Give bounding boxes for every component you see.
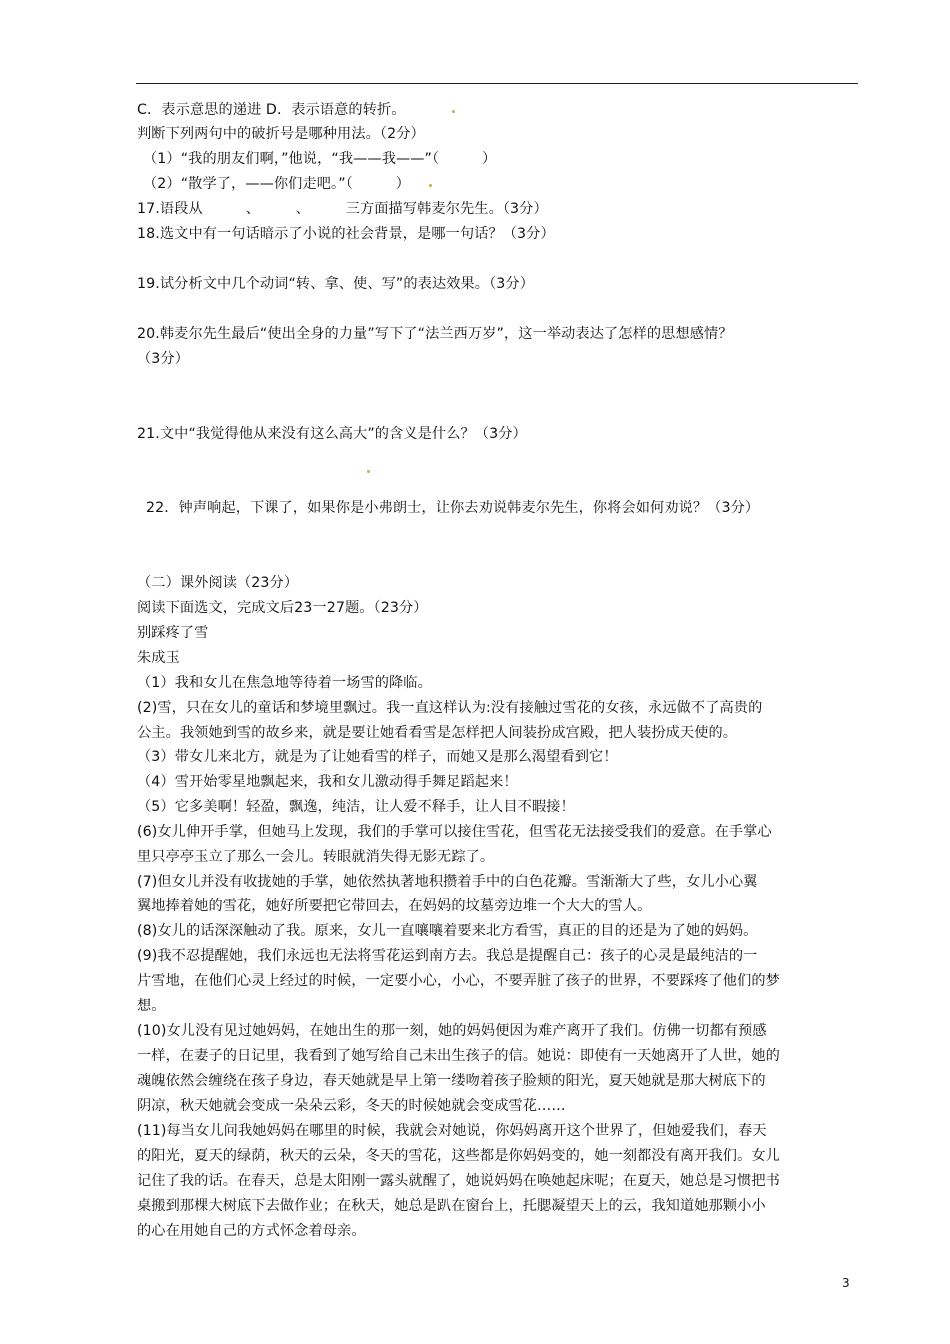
paragraph-line: (7)但女儿并没有收拢她的手掌，她依然执著地积攒着手中的白色花瓣。雪渐渐大了些，女儿小心翼	[137, 874, 758, 890]
header-rule	[136, 83, 858, 84]
paragraph-line: (9)我不忍提醒她，我们永远也无法将雪花运到南方去。我总是提醒自己：孩子的心灵是最纯洁的一	[137, 948, 758, 964]
paragraph-line: 一样，在妻子的日记里，我看到了她写给自己未出生孩子的信。她说：即使有一天她离开了人世，她的	[137, 1048, 780, 1064]
question-20: 20.韩麦尔先生最后“使出全身的力量”写下了“法兰西万岁”，这一举动表达了怎样的思想感情？	[137, 326, 733, 342]
paragraph-line: 桌搬到那棵大树底下去做作业；在秋天，她总是趴在窗台上，托腮凝望天上的云，我知道她那颗小小	[137, 1198, 766, 1214]
question-dash-usage: 判断下列两句中的破折号是哪种用法。（2分）	[137, 126, 425, 142]
paragraph-line: （1）我和女儿在焦急地等待着一场雪的降临。	[137, 675, 432, 691]
paragraph-line: (2)雪，只在女儿的童话和梦境里飘过。我一直这样认为:没有接触过雪花的女孩，永远做不了高贵的	[137, 700, 763, 716]
paragraph-line: (8)女儿的话深深触动了我。原来，女儿一直嚷嚷着要来北方看雪，真正的目的还是为了她的妈妈。	[137, 923, 758, 939]
reading-instruction: 阅读下面选文，完成文后23一27题。（23分）	[137, 600, 428, 616]
question-20-score: （3分）	[137, 351, 189, 367]
scan-speck	[429, 184, 432, 187]
paragraph-line: 魂魄依然会缠绕在孩子身边，春天她就是早上第一缕吻着孩子脸颊的阳光，夏天她就是那大树底下的	[137, 1073, 766, 1089]
paragraph-line: (10)女儿没有见过她妈妈，在她出生的那一刻，她的妈妈便因为难产离开了我们。仿佛一切都有预感	[137, 1023, 767, 1039]
question-19: 19.试分析文中几个动词“转、拿、使、写”的表达效果。（3分）	[137, 276, 534, 292]
paragraph-line: （3）带女儿来北方，就是为了让她看雪的样子，而她又是那么渴望看到它！	[137, 749, 618, 765]
question-17: 17.语段从 、 、 三方面描写韩麦尔先生。（3分）	[137, 201, 548, 217]
article-author: 朱成玉	[137, 650, 180, 666]
paragraph-line: 片雪地，在他们心灵上经过的时候，一定要小心，小心，不要弄脏了孩子的世界，不要踩疼了他们的梦	[137, 973, 780, 989]
dash-sentence-2: （2）“散学了，——你们走吧。”（ ）	[143, 176, 411, 192]
paragraph-line: (11)每当女儿问我她妈妈在哪里的时候，我就会对她说，你妈妈离开这个世界了，但她爱我们，春天	[137, 1123, 767, 1139]
section-heading-extracurricular: （二）课外阅读（23分）	[137, 575, 299, 591]
paragraph-line: （5）它多美啊！轻盈，飘逸，纯洁，让人爱不释手，让人目不暇接！	[137, 799, 575, 815]
paragraph-line: 公主。我领她到雪的故乡来，就是要让她看看雪是怎样把人间装扮成宫殿，把人装扮成天使的。	[137, 725, 738, 741]
paragraph-line: 记住了我的话。在春天，总是太阳刚一露头就醒了，她说妈妈在唤她起床呢；在夏天，她总是习惯把书	[137, 1173, 780, 1189]
option-line-cd: C．表示意思的递进 D．表示语意的转折。	[137, 102, 406, 118]
page-number: 3	[842, 1276, 850, 1290]
dash-sentence-1: （1）“我的朋友们啊，”他说，“我——我——”（ ）	[143, 151, 497, 167]
paragraph-line: 阴凉，秋天她就会变成一朵朵云彩，冬天的时候她就会变成雪花……	[137, 1098, 566, 1114]
paragraph-line: 的阳光，夏天的绿荫，秋天的云朵，冬天的雪花，这些都是你妈妈变的，她一刻都没有离开我们。女儿	[137, 1148, 780, 1164]
paragraph-line: 的心在用她自己的方式怀念着母亲。	[137, 1223, 366, 1239]
paragraph-line: 里只亭亭玉立了那么一会儿。转眼就消失得无影无踪了。	[137, 849, 495, 865]
question-22: 22．钟声响起，下课了，如果你是小弗朗士，让你去劝说韩麦尔先生，你将会如何劝说？（3分）	[146, 500, 760, 516]
paragraph-line: 想。	[137, 998, 166, 1014]
paragraph-line: (6)女儿伸开手掌，但她马上发现，我们的手掌可以接住雪花，但雪花无法接受我们的爱意。在手掌心	[137, 824, 772, 840]
paragraph-line: （4）雪开始零星地飘起来，我和女儿激动得手舞足蹈起来！	[137, 774, 518, 790]
scan-speck	[452, 110, 455, 113]
paragraph-line: 翼地捧着她的雪花，她好所要把它带回去，在妈妈的坟墓旁边堆一个大大的雪人。	[137, 898, 652, 914]
scan-speck	[367, 470, 370, 473]
question-21: 21.文中“我觉得他从来没有这么高大”的含义是什么？（3分）	[137, 426, 527, 442]
question-18: 18.选文中有一句话暗示了小说的社会背景，是哪一句话？（3分）	[137, 226, 555, 242]
article-title: 别踩疼了雪	[137, 625, 209, 641]
